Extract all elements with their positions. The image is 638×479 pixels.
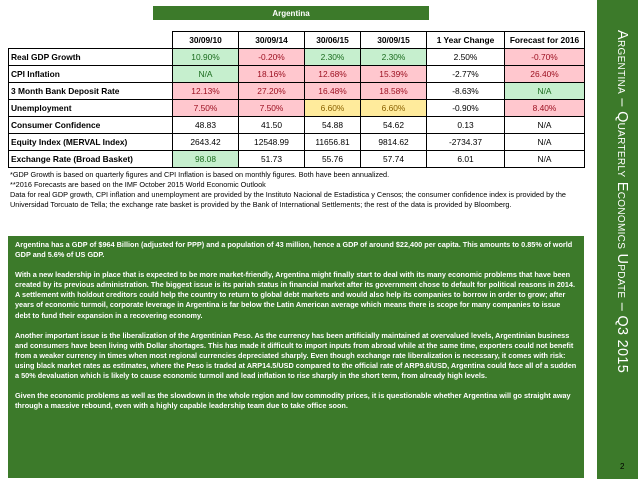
table-cell: 54.62 xyxy=(361,117,427,134)
table-row xyxy=(9,134,585,151)
paragraph-leadership: With a new leadership in place that is expected to be more market-friendly, Argentina might finally start to deal with its many economic problems that have been created by its previous administration. The biggest issue is its pariah status in financial market after its government chose to default for political reasons in 2014. A settlement with holdout creditors could help the country to return to global debt markets and would also help its companies to borrow in order to grow; after years of economic turmoil, corporate leverage in Argentina is far below the Latin American average which means there is scope for many companies to issue debt to fund their expansion in a recovering economy. xyxy=(15,270,575,320)
table-cell: 6.60% xyxy=(361,100,427,117)
table-cell: 55.76 xyxy=(305,151,361,168)
table-cell: -0.70% xyxy=(505,49,585,66)
row-label: Equity Index (MERVAL Index) xyxy=(9,134,173,151)
table-cell: -2.77% xyxy=(427,66,505,83)
footnote-forecast: **2016 Forecasts are based on the IMF October 2015 World Economic Outlook xyxy=(10,180,266,190)
column-header: 30/06/15 xyxy=(305,32,361,49)
table-corner xyxy=(9,32,173,49)
table-row xyxy=(9,66,585,83)
table-cell: 12.13% xyxy=(173,83,239,100)
table-cell: 51.73 xyxy=(239,151,305,168)
table-cell: 6.60% xyxy=(305,100,361,117)
indicators-table xyxy=(8,31,585,168)
table-cell: 7.50% xyxy=(173,100,239,117)
table-row xyxy=(9,151,585,168)
table-row xyxy=(9,49,585,66)
paragraph-peso: Another important issue is the liberalization of the Argentinian Peso. As the currency has been artificially maintained at overvalued levels, Argentinian business and consumers have been living with Dollar shortages. This has made it difficult to import inputs from abroad while at the same time, exporters could not benefit from a weaker currency in times when most regional currencies depreciated sharply. Even though exchange rate liberalization is necessary, it comes with risk: using black market rates as estimates, where the Peso is traded at ARP14.5/USD compared to the official rate of ARP9.6/USD, Argentina could face all of a sudden a 50% devaluation which is likely to cause economic turmoil and lead inflation to rise sharply in the short term, from already high levels. xyxy=(15,330,577,381)
table-cell: 15.39% xyxy=(361,66,427,83)
table-cell: -2734.37 xyxy=(427,134,505,151)
table-cell: 2.50% xyxy=(427,49,505,66)
table-cell: 0.13 xyxy=(427,117,505,134)
country-header: Argentina xyxy=(153,6,429,20)
row-label: Consumer Confidence xyxy=(9,117,173,134)
table-header-row xyxy=(9,32,585,49)
table-cell: 54.88 xyxy=(305,117,361,134)
table-row xyxy=(9,100,585,117)
table-cell: N/A xyxy=(173,66,239,83)
table-cell: N/A xyxy=(505,134,585,151)
table-cell: 9814.62 xyxy=(361,134,427,151)
footnote-gdp: *GDP Growth is based on quarterly figures and CPI Inflation is based on monthly figures. Both have been annualized. xyxy=(10,170,390,179)
table-cell: 2.30% xyxy=(305,49,361,66)
paragraph-outlook: Given the economic problems as well as the slowdown in the whole region and low commodity prices, it is questionable whether Argentina will go straight away through a massive rebound, even with a highly capable leadership team due to take office soon. xyxy=(15,391,571,411)
table-notes xyxy=(10,170,584,210)
table-row xyxy=(9,117,585,134)
page-side-title: Argentina – Quarterly Economics Update – Q3 2015 xyxy=(614,30,630,374)
table-cell: -0.90% xyxy=(427,100,505,117)
data-sources-note: Data for real GDP growth, CPI inflation and unemployment are provided by the Instituto Nacional de Estadistica y Censos; the consumer confidence index is provided by the Universidad Torcuato de Tella; the exchange rate basket is provided by the Bank of International Settlements; the rest of the data is provided by Bloomberg. xyxy=(10,190,566,210)
column-header: 30/09/14 xyxy=(239,32,305,49)
table-cell: 6.01 xyxy=(427,151,505,168)
table-cell: -0.20% xyxy=(239,49,305,66)
page-number: 2 xyxy=(620,462,625,471)
table-cell: N/A xyxy=(505,117,585,134)
row-label: 3 Month Bank Deposit Rate xyxy=(9,83,173,100)
table-cell: 7.50% xyxy=(239,100,305,117)
commentary-box xyxy=(8,236,584,478)
table-cell: 8.40% xyxy=(505,100,585,117)
table-row xyxy=(9,83,585,100)
paragraph-overview: Argentina has a GDP of $964 Billion (adjusted for PPP) and a population of 43 million, hence a GDP of around $22,400 per capita. This amounts to 0.85% of world GDP and 5.6% of US GDP. xyxy=(15,240,573,260)
row-label: Real GDP Growth xyxy=(9,49,173,66)
table-cell: 12548.99 xyxy=(239,134,305,151)
table-cell: 26.40% xyxy=(505,66,585,83)
table-cell: 98.08 xyxy=(173,151,239,168)
table-cell: 2.30% xyxy=(361,49,427,66)
table-cell: 18.58% xyxy=(361,83,427,100)
table-cell: 48.83 xyxy=(173,117,239,134)
table-cell: -8.63% xyxy=(427,83,505,100)
row-label: CPI Inflation xyxy=(9,66,173,83)
table-cell: N/A xyxy=(505,151,585,168)
table-cell: 11656.81 xyxy=(305,134,361,151)
column-header: 30/09/10 xyxy=(173,32,239,49)
column-header: 1 Year Change xyxy=(427,32,505,49)
table-cell: 16.48% xyxy=(305,83,361,100)
row-label: Unemployment xyxy=(9,100,173,117)
table-cell: 12.68% xyxy=(305,66,361,83)
table-cell: 27.20% xyxy=(239,83,305,100)
table-cell: N/A xyxy=(505,83,585,100)
table-cell: 57.74 xyxy=(361,151,427,168)
table-cell: 2643.42 xyxy=(173,134,239,151)
table-cell: 18.16% xyxy=(239,66,305,83)
table-cell: 41.50 xyxy=(239,117,305,134)
column-header: 30/09/15 xyxy=(361,32,427,49)
column-header: Forecast for 2016 xyxy=(505,32,585,49)
row-label: Exchange Rate (Broad Basket) xyxy=(9,151,173,168)
table-cell: 10.90% xyxy=(173,49,239,66)
